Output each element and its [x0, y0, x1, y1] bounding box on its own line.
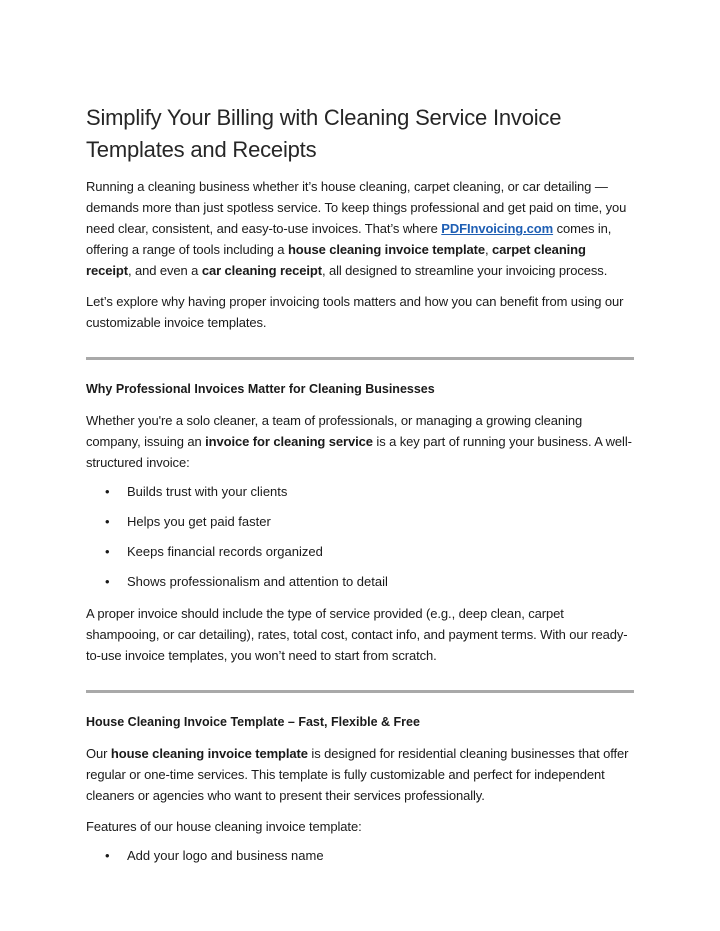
intro-bold-carpet-receipt: carpet cleaning receipt	[86, 242, 586, 278]
intro-paragraph-2: Let’s explore why having proper invoicing tools matters and how you can benefit from using our customizable invoice templates.	[86, 294, 624, 330]
features-list	[86, 847, 634, 865]
section1-text-2: is a key part of running your business. A well-structured invoice:	[86, 434, 632, 470]
intro-sep-1: ,	[484, 242, 492, 257]
bullet-icon: •	[105, 848, 110, 863]
list-item	[86, 573, 634, 591]
list-item-text: Builds trust with your clients	[127, 484, 288, 499]
list-item-text: Shows professionalism and attention to detail	[127, 574, 388, 589]
page-title: Simplify Your Billing with Cleaning Service Invoice Templates and Receipts	[86, 105, 562, 162]
bullet-icon: •	[105, 484, 110, 499]
section2-paragraph	[86, 743, 634, 806]
list-item	[86, 483, 634, 501]
intro-bold-car-receipt: car cleaning receipt	[201, 263, 322, 278]
intro-sep-2: , and even a	[127, 263, 202, 278]
list-item	[86, 847, 634, 865]
section2-text-2: is designed for residential cleaning businesses that offer regular or one-time services. This template is fully customizable and perfect for independent cleaners or agencies who want to present their services professionally.	[86, 746, 629, 803]
list-item	[86, 513, 634, 531]
bullet-icon: •	[105, 574, 110, 589]
benefits-list	[86, 483, 634, 591]
section2-paragraph-2: Features of our house cleaning invoice template:	[86, 819, 362, 834]
section-heading-house: House Cleaning Invoice Template – Fast, Flexible & Free	[86, 715, 420, 729]
intro-text-1: Running a cleaning business whether it’s house cleaning, carpet cleaning, or car detailing — demands more than just spotless service. To keep things professional and get paid on time, you need clear, consistent, and easy-to-use invoices. That’s where	[86, 179, 627, 236]
section-divider	[86, 357, 634, 360]
list-item-text: Add your logo and business name	[127, 848, 324, 863]
section2-text-1: Our	[86, 746, 111, 761]
list-item-text: Helps you get paid faster	[127, 514, 271, 529]
intro-bold-house-template: house cleaning invoice template	[287, 242, 485, 257]
bullet-icon: •	[105, 544, 110, 559]
section1-text-1: Whether you're a solo cleaner, a team of professionals, or managing a growing cleaning company, issuing an	[86, 413, 583, 449]
section1-paragraph-2: A proper invoice should include the type of service provided (e.g., deep clean, carpet shampooing, or car detailing), rates, total cost, contact info, and payment terms. With our ready-to-use invoice templates, you won’t need to start from scratch.	[86, 606, 628, 663]
intro-text-2: comes in, offering a range of tools including a	[86, 221, 612, 257]
section-divider	[86, 690, 634, 693]
section1-paragraph	[86, 410, 634, 473]
bullet-icon: •	[105, 514, 110, 529]
list-item	[86, 543, 634, 561]
pdfinvoicing-link[interactable]: PDFInvoicing.com	[441, 221, 554, 236]
intro-paragraph	[86, 176, 634, 281]
intro-text-3: , all designed to streamline your invoicing process.	[321, 263, 608, 278]
section-heading-why: Why Professional Invoices Matter for Cleaning Businesses	[86, 382, 435, 396]
section2-bold: house cleaning invoice template	[110, 746, 308, 761]
section1-bold: invoice for cleaning service	[205, 434, 373, 449]
list-item-text: Keeps financial records organized	[127, 544, 323, 559]
